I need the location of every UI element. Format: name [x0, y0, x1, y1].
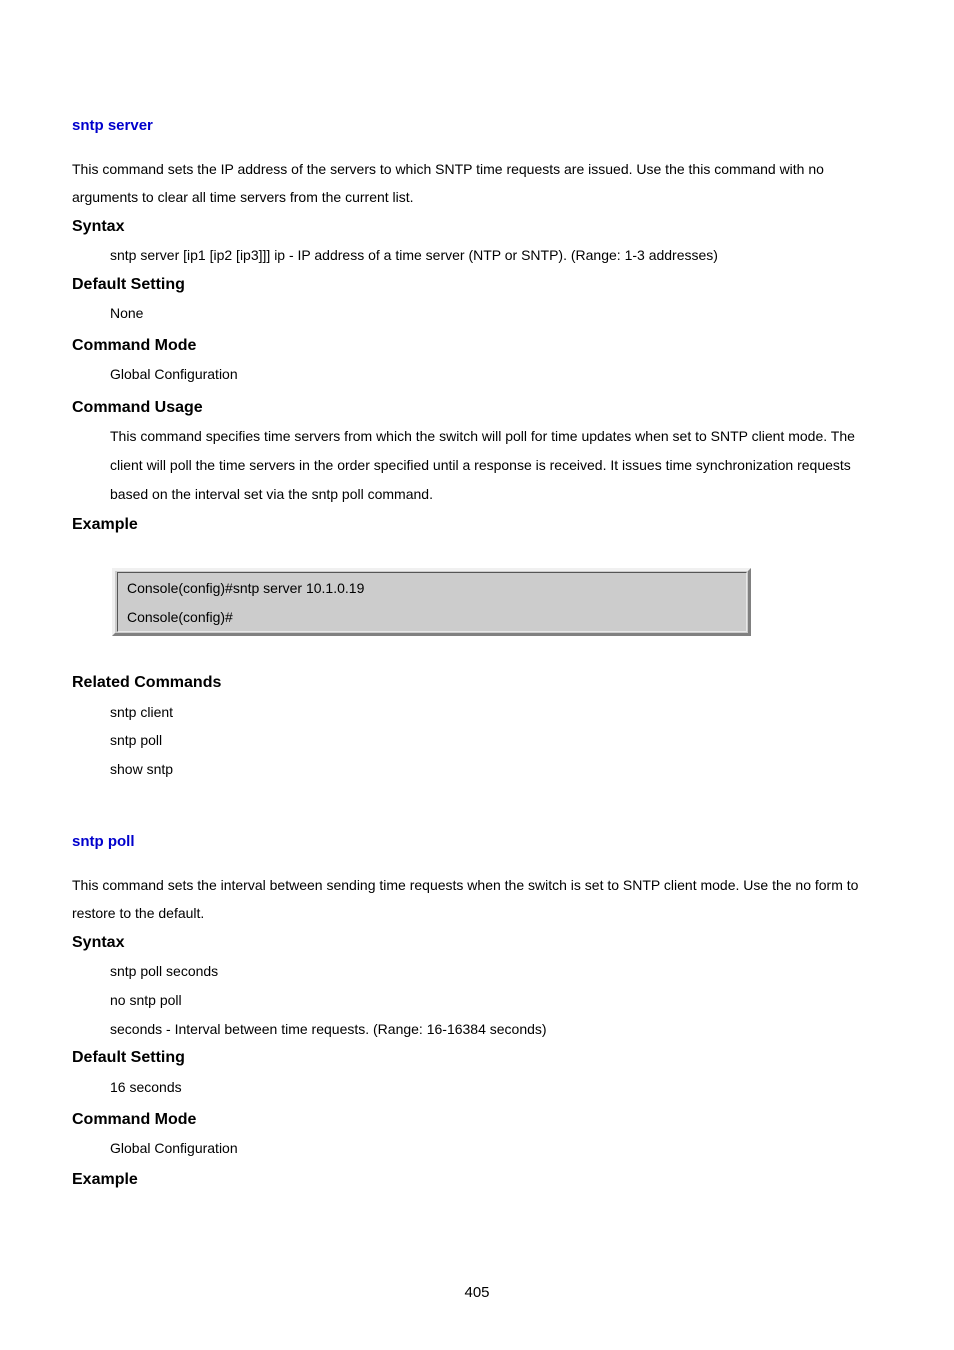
section-title-sntp-poll: sntp poll — [72, 833, 135, 850]
example-heading: Example — [72, 516, 138, 533]
code-line: Console(config)#sntp server 10.1.0.19 — [127, 580, 365, 596]
description-line: This command sets the IP address of the servers to which SNTP time requests are issued. Use the this command with no — [72, 161, 824, 177]
command-usage-heading: Command Usage — [72, 399, 203, 416]
command-mode-text: Global Configuration — [110, 366, 238, 382]
syntax-line: no sntp poll — [110, 992, 182, 1008]
syntax-line: seconds - Interval between time requests. (Range: 16-16384 seconds) — [110, 1021, 547, 1037]
code-line: Console(config)# — [127, 609, 233, 625]
example-code-inner — [117, 572, 747, 632]
description-line: arguments to clear all time servers from the current list. — [72, 189, 414, 205]
syntax-heading: Syntax — [72, 934, 125, 951]
command-mode-heading: Command Mode — [72, 1111, 197, 1128]
related-command-item: sntp client — [110, 704, 174, 720]
usage-line: This command specifies time servers from which the switch will poll for time updates when set to SNTP client mode. The — [110, 428, 855, 444]
example-heading: Example — [72, 1171, 138, 1188]
default-setting-heading: Default Setting — [72, 1049, 185, 1066]
command-mode-heading: Command Mode — [72, 337, 197, 354]
default-setting-heading: Default Setting — [72, 276, 185, 293]
related-commands-heading: Related Commands — [72, 674, 222, 691]
description-line: restore to the default. — [72, 905, 205, 921]
syntax-line: sntp poll seconds — [110, 963, 219, 979]
page-number: 405 — [464, 1284, 490, 1301]
related-command-item: show sntp — [110, 761, 174, 777]
command-mode-text: Global Configuration — [110, 1140, 238, 1156]
default-setting-text: 16 seconds — [110, 1079, 182, 1095]
usage-line: based on the interval set via the sntp poll command. — [110, 486, 433, 502]
default-setting-text: None — [110, 305, 144, 321]
related-command-item: sntp poll — [110, 732, 163, 748]
usage-line: client will poll the time servers in the order specified until a response is received. It issues time synchronization requests — [110, 457, 851, 473]
syntax-text: sntp server [ip1 [ip2 [ip3]]] ip - IP address of a time server (NTP or SNTP). (Range: 1-3 addresses) — [110, 247, 718, 263]
description-line: This command sets the interval between sending time requests when the switch is set to SNTP client mode. Use the no form to — [72, 877, 859, 893]
section-title-sntp-server: sntp server — [72, 117, 153, 134]
example-code-box — [112, 568, 751, 636]
syntax-heading: Syntax — [72, 218, 125, 235]
